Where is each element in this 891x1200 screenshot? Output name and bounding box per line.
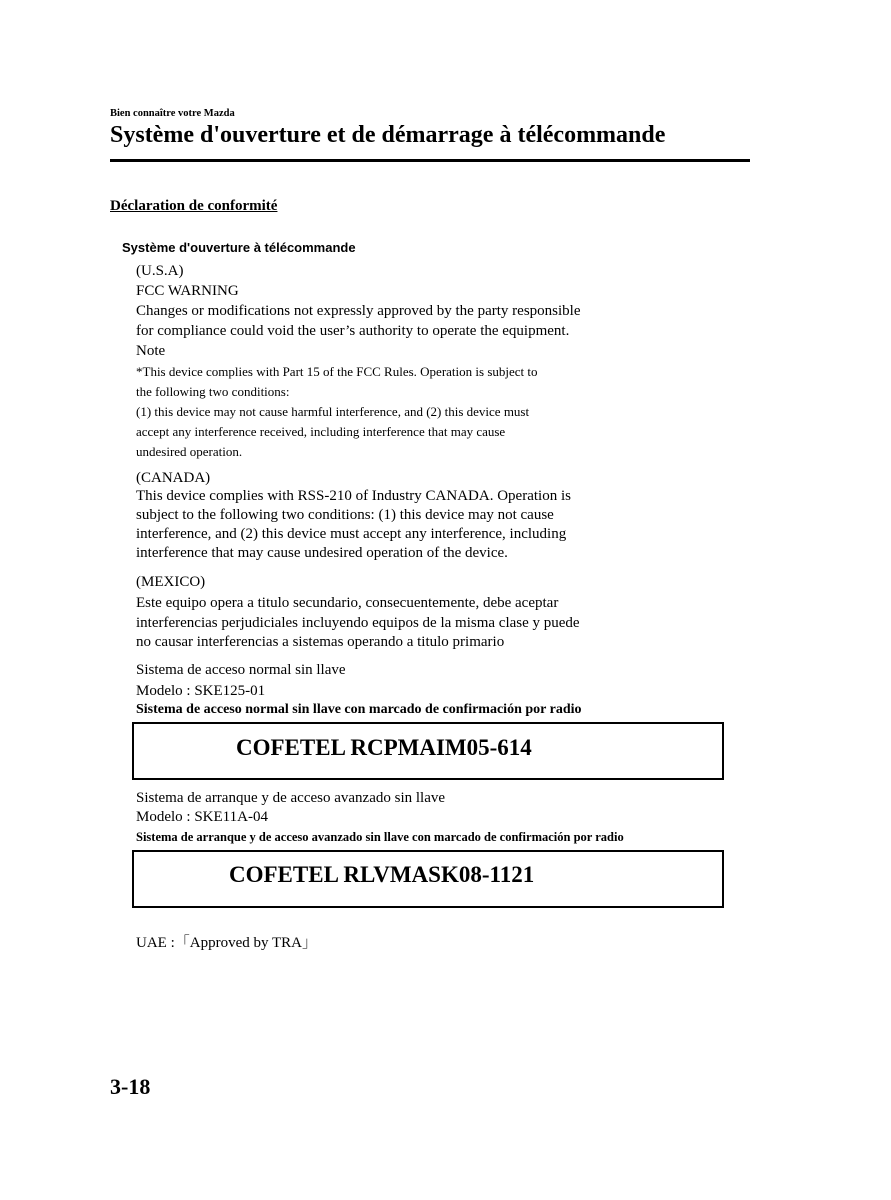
mexico-text-line: Este equipo opera a titulo secundario, consecuentemente, debe aceptar bbox=[136, 595, 559, 611]
canada-label: (CANADA) bbox=[136, 470, 211, 486]
system-model: Modelo : SKE11A-04 bbox=[136, 809, 268, 825]
canada-text-line: interference, and (2) this device must accept any interference, including bbox=[136, 526, 567, 542]
page-title: Système d'ouverture et de démarrage à télécommande bbox=[110, 122, 666, 148]
system-bold-label: Sistema de acceso normal sin llave con marcado de confirmación por radio bbox=[136, 702, 582, 717]
system-name: Sistema de acceso normal sin llave bbox=[136, 662, 346, 678]
page-number: 3-18 bbox=[110, 1074, 151, 1099]
usa-text-line: for compliance could void the user’s authority to operate the equipment. bbox=[136, 323, 570, 339]
canada-text-line: interference that may cause undesired operation of the device. bbox=[136, 545, 508, 561]
section-heading: Déclaration de conformité bbox=[110, 198, 278, 214]
usa-text-line: Changes or modifications not expressly approved by the party responsible bbox=[136, 303, 581, 319]
usa-label: (U.S.A) bbox=[136, 263, 184, 279]
cofetel-code: COFETEL RCPMAIM05-614 bbox=[236, 735, 532, 760]
system-model: Modelo : SKE125-01 bbox=[136, 683, 266, 699]
note-text-line: *This device complies with Part 15 of the FCC Rules. Operation is subject to bbox=[136, 364, 538, 379]
cofetel-box bbox=[132, 722, 724, 780]
mexico-text-line: interferencias perjudiciales incluyendo equipos de la misma clase y puede bbox=[136, 615, 580, 631]
system-name: Sistema de arranque y de acceso avanzado sin llave bbox=[136, 790, 446, 806]
note-text-line: undesired operation. bbox=[136, 444, 243, 459]
system-bold-label: Sistema de arranque y de acceso avanzado sin llave con marcado de confirmación por radio bbox=[136, 830, 624, 844]
subsection-heading: Système d'ouverture à télécommande bbox=[122, 240, 356, 255]
title-divider bbox=[110, 159, 750, 162]
note-text-line: (1) this device may not cause harmful interference, and (2) this device must bbox=[136, 404, 530, 419]
note-text-line: the following two conditions: bbox=[136, 384, 290, 399]
note-label: Note bbox=[136, 343, 166, 359]
fcc-warning: FCC WARNING bbox=[136, 283, 239, 299]
note-text-line: accept any interference received, including interference that may cause bbox=[136, 424, 506, 439]
canada-text-line: This device complies with RSS-210 of Industry CANADA. Operation is bbox=[136, 488, 571, 504]
cofetel-code: COFETEL RLVMASK08-1121 bbox=[229, 862, 535, 887]
canada-text-line: subject to the following two conditions: (1) this device may not cause bbox=[136, 507, 554, 523]
uae-approval: UAE :「Approved by TRA」 bbox=[136, 935, 317, 951]
mexico-text-line: no causar interferencias a sistemas operando a titulo primario bbox=[136, 634, 505, 650]
breadcrumb: Bien connaître votre Mazda bbox=[110, 108, 235, 119]
cofetel-box bbox=[132, 850, 724, 908]
mexico-label: (MEXICO) bbox=[136, 574, 206, 590]
